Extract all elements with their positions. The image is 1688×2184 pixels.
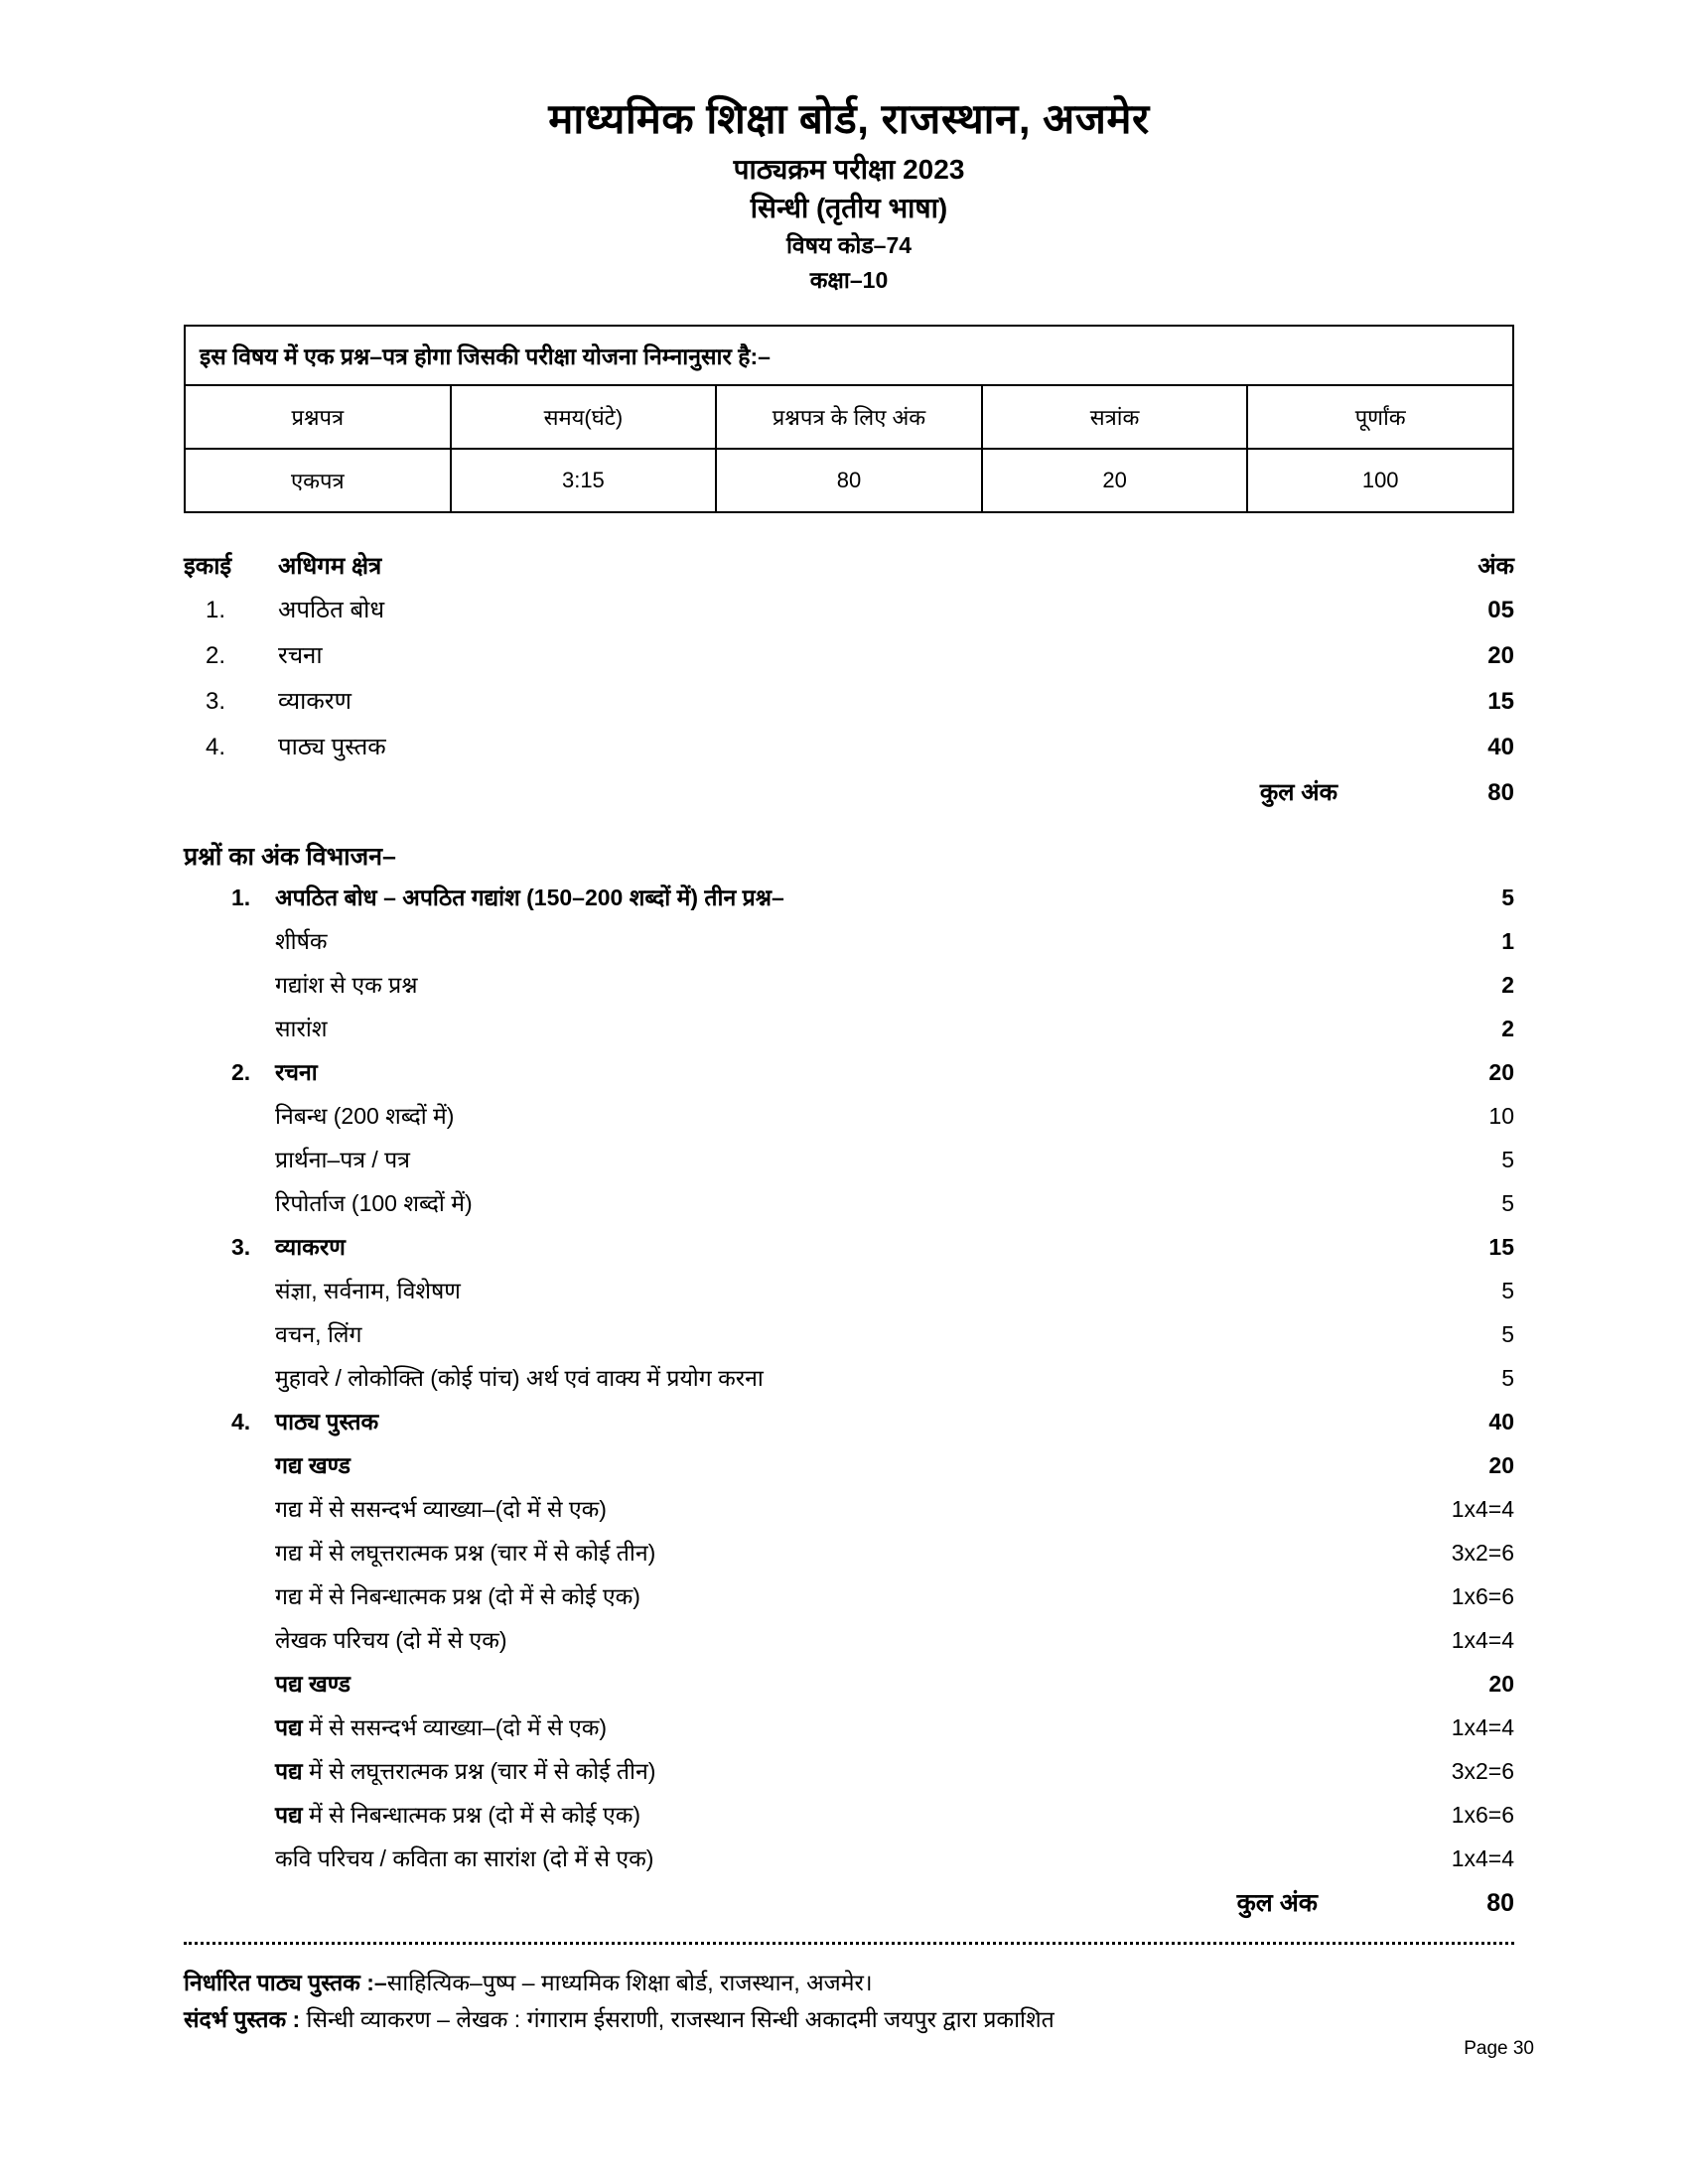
units-header-no: इकाई — [184, 553, 232, 581]
distribution-marks: 5 — [1501, 1321, 1514, 1348]
unit-marks: 40 — [1487, 734, 1514, 761]
distribution-label: मुहावरे / लोकोक्ति (कोई पांच) अर्थ एवं वाक्य में प्रयोग करना — [275, 1365, 764, 1392]
distribution-marks: 5 — [1501, 1190, 1514, 1217]
units-list — [184, 555, 1514, 805]
unit-marks: 05 — [1487, 597, 1514, 624]
unit-row — [184, 599, 1514, 622]
distribution-label — [253, 1716, 1365, 1739]
distribution-row — [184, 1367, 1514, 1390]
distribution-row — [184, 1236, 1514, 1259]
col-header-sessional: सत्रांक — [982, 385, 1248, 449]
cell-sessional: 20 — [982, 449, 1248, 512]
distribution-marks: 20 — [1488, 1452, 1514, 1479]
unit-label: रचना — [278, 642, 323, 670]
document-header — [184, 94, 1514, 297]
distribution-marks: 40 — [1488, 1409, 1514, 1435]
col-header-paper: प्रश्नपत्र — [185, 385, 451, 449]
distribution-row — [184, 887, 1514, 909]
distribution-row — [184, 1498, 1514, 1521]
distribution-marks: 3x2=6 — [1451, 1758, 1514, 1785]
distribution-label-rest: में से ससन्दर्भ व्याख्या–(दो में से एक) — [302, 1714, 608, 1741]
distribution-label: गद्यांश से एक प्रश्न — [275, 972, 418, 999]
distribution-row — [184, 1280, 1514, 1302]
distribution-marks: 1x6=6 — [1451, 1802, 1514, 1829]
distribution-number: 4. — [231, 1409, 251, 1435]
distribution-row — [184, 930, 1514, 953]
subject-code: विषय कोड–74 — [785, 232, 913, 259]
distribution-label: गद्य में से लघूत्तरात्मक प्रश्न (चार में से कोई तीन) — [275, 1540, 656, 1567]
distribution-marks: 1x6=6 — [1451, 1583, 1514, 1610]
col-header-time: समय(घंटे) — [451, 385, 717, 449]
distribution-label: रचना — [275, 1059, 318, 1086]
distribution-marks: 5 — [1501, 1278, 1514, 1304]
distribution-row — [184, 1411, 1514, 1433]
exam-plan-table — [184, 325, 1514, 513]
class-line: कक्षा–10 — [809, 266, 889, 293]
reference-book-label: संदर्भ पुस्तक : — [184, 2006, 307, 2033]
distribution-label: प्रार्थना–पत्र / पत्र — [275, 1147, 410, 1173]
page-number: Page 30 — [1464, 2038, 1534, 2059]
distribution-label-rest: में से निबन्धात्मक प्रश्न (दो में से कोई एक) — [302, 1802, 641, 1829]
distribution-title: प्रश्नों का अंक विभाजन– — [184, 843, 396, 872]
distribution-label: निबन्ध (200 शब्दों में) — [275, 1103, 455, 1130]
distribution-label-lead: पद्य — [275, 1714, 303, 1741]
distribution-label-rest: में से लघूत्तरात्मक प्रश्न (चार में से कोई तीन) — [302, 1758, 656, 1785]
distribution-label: शीर्षक — [275, 928, 328, 955]
units-total-label: कुल अंक — [1259, 779, 1337, 807]
distribution-row — [184, 1585, 1514, 1608]
distribution-label: अपठित बोध – अपठित गद्यांश (150–200 शब्दों में) तीन प्रश्न– — [275, 885, 784, 911]
exam-plan-note: इस विषय में एक प्रश्न–पत्र होगा जिसकी परीक्षा योजना निम्नानुसार है:– — [185, 326, 1513, 385]
distribution-label: पद्य खण्ड — [275, 1671, 351, 1698]
distribution-row — [184, 1105, 1514, 1128]
distribution-label: व्याकरण — [275, 1234, 346, 1261]
distribution-row — [184, 1018, 1514, 1040]
board-title: माध्यमिक शिक्षा बोर्ड, राजस्थान, अजमेर — [548, 95, 1150, 142]
distribution-marks: 5 — [1501, 1147, 1514, 1173]
unit-label: व्याकरण — [278, 688, 352, 716]
distribution-marks: 15 — [1488, 1234, 1514, 1261]
cell-time: 3:15 — [451, 449, 717, 512]
distribution-marks: 1x4=4 — [1451, 1845, 1514, 1872]
unit-marks: 15 — [1487, 688, 1514, 716]
distribution-marks: 5 — [1501, 885, 1514, 911]
distribution-total-row — [184, 1891, 1514, 1916]
distribution-row — [184, 1847, 1514, 1870]
distribution-label — [253, 1804, 1365, 1827]
distribution-label-lead: पद्य — [275, 1758, 303, 1785]
table-row — [185, 449, 1513, 512]
distribution-marks: 10 — [1488, 1103, 1514, 1130]
unit-marks: 20 — [1487, 642, 1514, 670]
distribution-label: रिपोर्ताज (100 शब्दों में) — [275, 1190, 473, 1217]
distribution-row — [184, 1454, 1514, 1477]
distribution-marks: 2 — [1501, 972, 1514, 999]
distribution-row — [184, 1542, 1514, 1565]
distribution-body — [184, 887, 1514, 1870]
unit-number: 4. — [206, 734, 226, 761]
distribution-label: कवि परिचय / कविता का सारांश (दो में से एक) — [275, 1845, 654, 1872]
distribution-marks: 20 — [1488, 1671, 1514, 1698]
unit-number: 2. — [206, 642, 226, 670]
distribution-marks: 2 — [1501, 1016, 1514, 1042]
unit-label: पाठ्य पुस्तक — [278, 734, 386, 761]
units-total-row — [184, 781, 1514, 805]
distribution-row — [184, 1323, 1514, 1346]
distribution-total-marks: 80 — [1486, 1889, 1514, 1918]
table-note-row — [185, 326, 1513, 385]
units-header-row — [184, 555, 1514, 579]
distribution-marks: 1x4=4 — [1451, 1714, 1514, 1741]
col-header-total: पूर्णांक — [1247, 385, 1513, 449]
distribution-marks: 3x2=6 — [1451, 1540, 1514, 1567]
unit-row — [184, 690, 1514, 714]
unit-label: अपठित बोध — [278, 597, 385, 624]
units-total-marks: 80 — [1487, 779, 1514, 807]
distribution-label: गद्य खण्ड — [275, 1452, 351, 1479]
distribution-marks: 20 — [1488, 1059, 1514, 1086]
distribution-row — [184, 1149, 1514, 1171]
distribution-row — [184, 1673, 1514, 1696]
distribution-label: संज्ञा, सर्वनाम, विशेषण — [275, 1278, 461, 1304]
cell-total: 100 — [1247, 449, 1513, 512]
unit-number: 3. — [206, 688, 226, 716]
col-header-paper-marks: प्रश्नपत्र के लिए अंक — [716, 385, 982, 449]
distribution-number: 3. — [231, 1234, 251, 1261]
prescribed-book-line — [184, 1965, 1514, 2001]
reference-book-line — [184, 2001, 1514, 2038]
distribution-row — [184, 1716, 1514, 1739]
footer-notes — [184, 1965, 1514, 2039]
distribution-row — [184, 974, 1514, 997]
distribution-marks: 1 — [1501, 928, 1514, 955]
distribution-number: 2. — [231, 1059, 251, 1086]
distribution-number: 1. — [231, 885, 251, 911]
distribution-label: वचन, लिंग — [275, 1321, 362, 1348]
distribution-row — [184, 1629, 1514, 1652]
distribution-marks: 1x4=4 — [1451, 1627, 1514, 1654]
distribution-row — [184, 1061, 1514, 1084]
units-header-marks: अंक — [1477, 553, 1514, 581]
unit-row — [184, 736, 1514, 759]
distribution-row — [184, 1804, 1514, 1827]
units-body — [184, 599, 1514, 759]
reference-book-value: सिन्धी व्याकरण – लेखक : गंगाराम ईसराणी, राजस्थान सिन्धी अकादमी जयपुर द्वारा प्रकाशित — [306, 2006, 1055, 2033]
distribution-marks: 1x4=4 — [1451, 1496, 1514, 1523]
distribution-marks: 5 — [1501, 1365, 1514, 1392]
cell-paper: एकपत्र — [185, 449, 451, 512]
units-header-label: अधिगम क्षेत्र — [278, 553, 382, 581]
subject-line: सिन्धी (तृतीय भाषा) — [750, 193, 948, 224]
distribution-label: लेखक परिचय (दो में से एक) — [275, 1627, 507, 1654]
distribution-label: सारांश — [275, 1016, 328, 1042]
footer-divider — [184, 1942, 1514, 1945]
distribution-row — [184, 1760, 1514, 1783]
exam-line: पाठ्यक्रम परीक्षा 2023 — [733, 153, 965, 185]
cell-paper-marks: 80 — [716, 449, 982, 512]
distribution-row — [184, 1192, 1514, 1215]
unit-row — [184, 644, 1514, 668]
distribution-total-label: कुल अंक — [1236, 1889, 1318, 1918]
unit-number: 1. — [206, 597, 226, 624]
distribution-label: पाठ्य पुस्तक — [275, 1409, 379, 1435]
page-content — [184, 94, 1514, 2039]
distribution-label: गद्य में से ससन्दर्भ व्याख्या–(दो में से एक) — [275, 1496, 607, 1523]
prescribed-book-label: निर्धारित पाठ्य पुस्तक :– — [184, 1970, 387, 1996]
distribution-list — [184, 887, 1514, 1916]
distribution-label — [253, 1760, 1365, 1783]
table-header-row — [185, 385, 1513, 449]
prescribed-book-value: साहित्यिक–पुष्प – माध्यमिक शिक्षा बोर्ड, राजस्थान, अजमेर। — [386, 1970, 873, 1996]
distribution-label: गद्य में से निबन्धात्मक प्रश्न (दो में से कोई एक) — [275, 1583, 640, 1610]
distribution-label-lead: पद्य — [275, 1802, 303, 1829]
